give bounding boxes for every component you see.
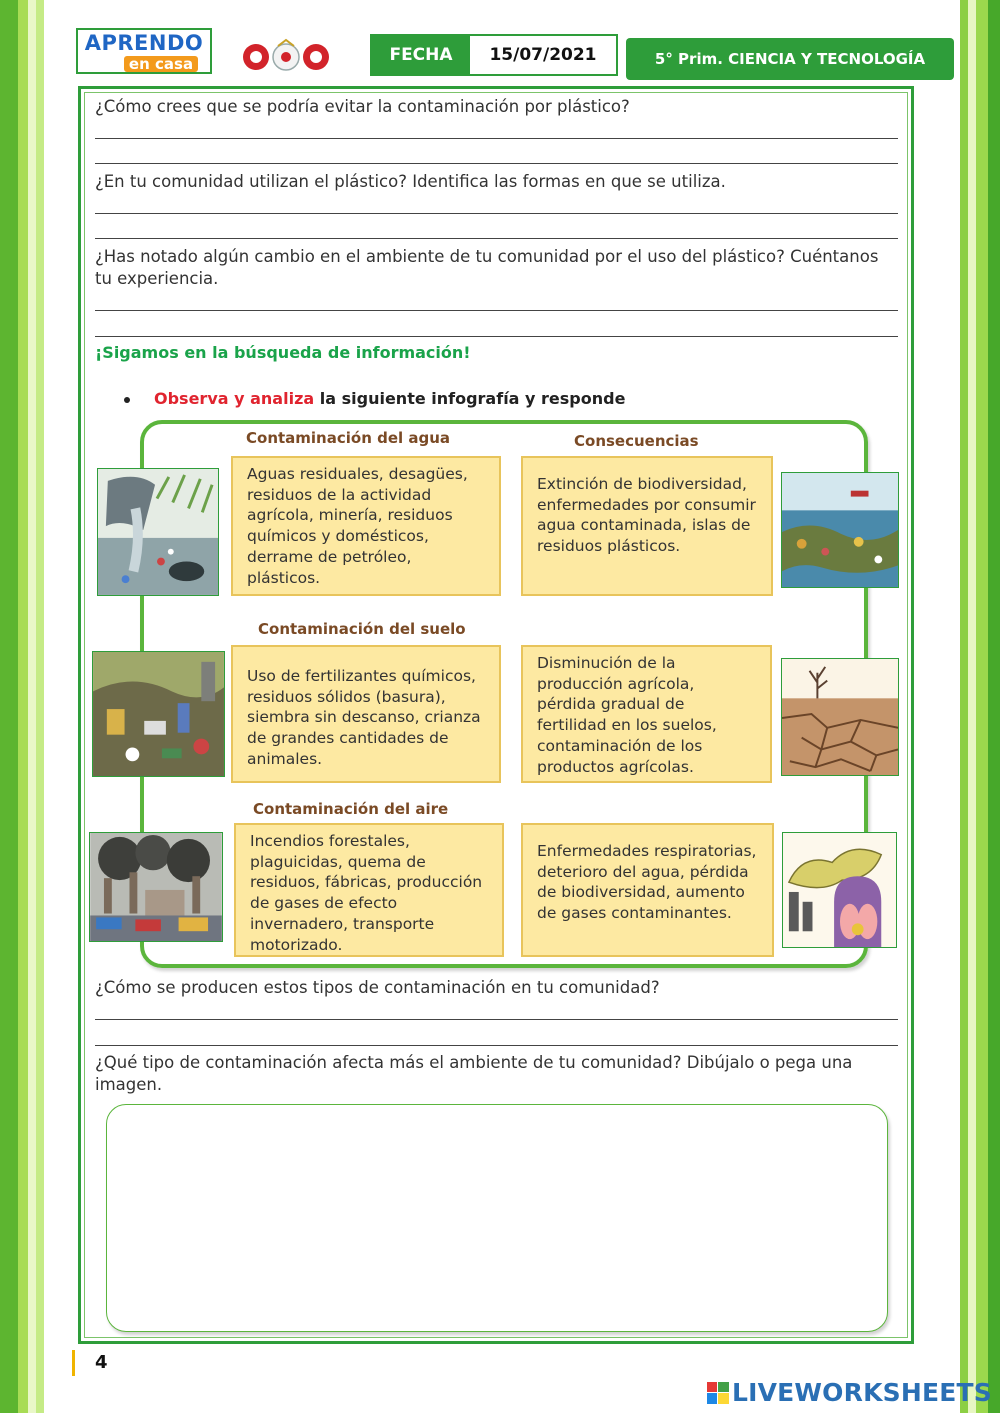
right-decorative-bar	[944, 0, 1000, 1413]
soil-pollution-image	[92, 651, 225, 777]
answer-line[interactable]	[95, 163, 898, 164]
instruction-text: la siguiente infografía y responde	[314, 389, 626, 408]
liveworksheets-wordmark: LIVEWORKSHEETS	[731, 1378, 992, 1407]
question-4: ¿Cómo se producen estos tipos de contaminación en tu comunidad?	[95, 978, 660, 997]
air-consequences-box: Enfermedades respiratorias, deterioro del agua, pérdida de biodiversidad, aumento de gases contaminantes.	[521, 823, 774, 957]
cracked-soil-image	[781, 658, 899, 776]
question-3: ¿Has notado algún cambio en el ambiente de tu comunidad por el uso del plástico? Cuéntanos tu experiencia.	[95, 247, 879, 288]
air-title: Contaminación del aire	[253, 800, 449, 818]
logo-title: APRENDO	[84, 31, 204, 55]
answer-line[interactable]	[95, 213, 898, 214]
liveworksheets-brand	[707, 1378, 992, 1407]
question-5: ¿Qué tipo de contaminación afecta más el ambiente de tu comunidad? Dibújalo o pega una imagen.	[95, 1053, 853, 1094]
date-field	[370, 34, 618, 76]
soil-causes-box: Uso de fertilizantes químicos, residuos sólidos (basura), siembra sin descanso, crianza de grandes cantidades de animales.	[231, 645, 501, 783]
grade-subject-badge: 5° Prim. CIENCIA Y TECNOLOGÍA	[626, 38, 954, 80]
answer-line[interactable]	[95, 1045, 898, 1046]
instruction	[124, 389, 625, 408]
bicentenario-logo	[238, 38, 334, 74]
answer-line[interactable]	[95, 336, 898, 337]
answer-line[interactable]	[95, 310, 898, 311]
instruction-highlight: Observa y analiza	[154, 389, 315, 408]
answer-line[interactable]	[95, 1019, 898, 1020]
respiratory-disease-image	[782, 832, 897, 948]
drawing-area[interactable]	[106, 1104, 888, 1332]
water-pollution-image	[97, 468, 219, 596]
date-label: FECHA	[372, 36, 470, 74]
date-value: 15/07/2021	[489, 45, 597, 65]
left-decorative-bar	[0, 0, 58, 1413]
water-causes-box: Aguas residuales, desagües, residuos de la actividad agrícola, minería, residuos químicos y domésticos, derrame de petróleo, plásticos.	[231, 456, 501, 596]
plastic-islands-image	[781, 472, 899, 588]
water-title: Contaminación del agua	[246, 429, 451, 447]
question-1: ¿Cómo crees que se podría evitar la contaminación por plástico?	[95, 97, 630, 116]
answer-line[interactable]	[95, 138, 898, 139]
air-causes-box: Incendios forestales, plaguicidas, quema de residuos, fábricas, producción de gases de efecto invernadero, transporte motorizado.	[234, 823, 504, 957]
aprendo-en-casa-logo	[76, 28, 212, 74]
question-2: ¿En tu comunidad utilizan el plástico? Identifica las formas en que se utiliza.	[95, 172, 726, 191]
answer-line[interactable]	[95, 238, 898, 239]
consequences-title: Consecuencias	[574, 432, 699, 450]
soil-title: Contaminación del suelo	[258, 620, 466, 638]
water-consequences-box: Extinción de biodiversidad, enfermedades por consumir agua contaminada, islas de residuos plásticos.	[521, 456, 773, 596]
page-number: 4	[72, 1350, 108, 1376]
air-pollution-image	[89, 832, 223, 942]
section-subtitle: ¡Sigamos en la búsqueda de información!	[95, 343, 471, 362]
bullet-icon	[124, 397, 130, 403]
liveworksheets-icon	[707, 1382, 729, 1404]
logo-subtitle: en casa	[124, 56, 198, 72]
soil-consequences-box: Disminución de la producción agrícola, pérdida gradual de fertilidad en los suelos, contaminación de los productos agrícolas.	[521, 645, 772, 783]
